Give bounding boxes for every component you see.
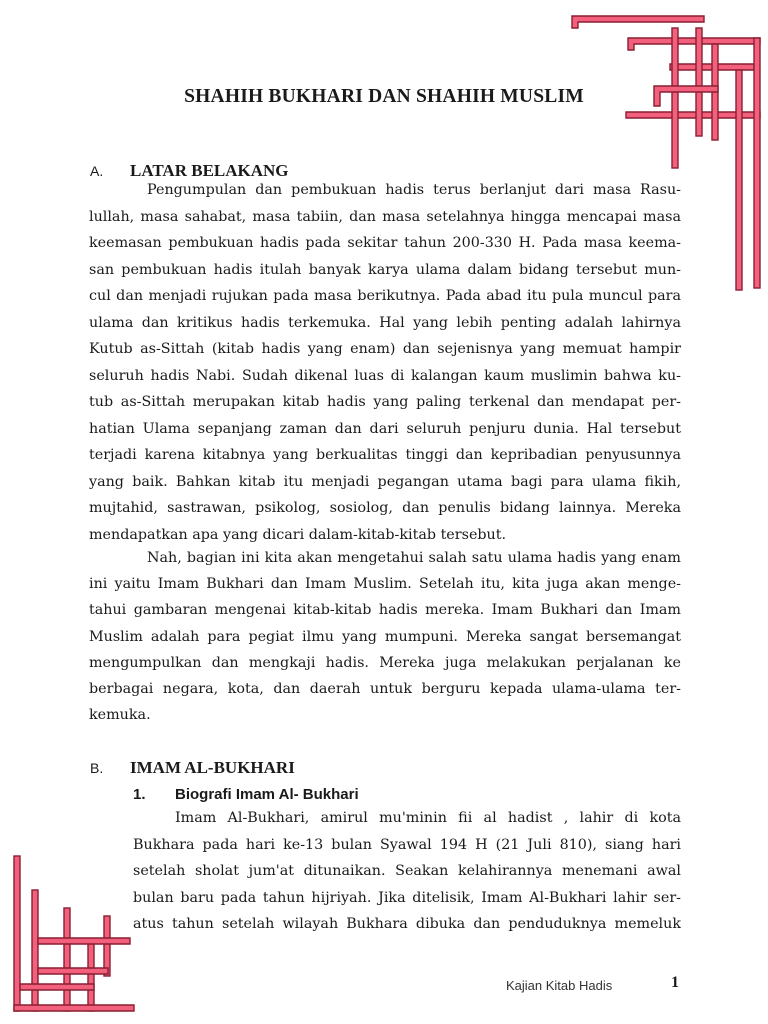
section-a-paragraph-1 xyxy=(89,177,681,548)
page-number: 1 xyxy=(671,974,679,991)
subsection-number: 1. xyxy=(133,786,146,803)
section-a-letter: A. xyxy=(90,163,104,179)
paragraph-line: mendapatkan apa yang dicari dalam-kitab-kitab tersebut. xyxy=(89,526,507,543)
paragraph-line: kemuka. xyxy=(89,707,151,724)
footer-title: Kajian Kitab Hadis xyxy=(506,978,613,993)
paragraph-line: atus tahun setelah wilayah Bukhara dibuka dan penduduknya memeluk xyxy=(133,916,681,932)
corner-ornament-bottom-left xyxy=(8,850,148,1020)
paragraph-line: seluruh hadis Nabi. Sudah dikenal luas di kalangan kaum muslimin bahwa ku- xyxy=(89,367,681,384)
paragraph-line: cul dan menjadi rujukan pada masa berikutnya. Pada abad itu pula muncul para xyxy=(89,288,681,304)
paragraph-line: ulama dan kritikus hadis terkemuka. Hal yang lebih penting adalah lahirnya xyxy=(89,314,681,331)
paragraph-line: tahui gambaran mengenai kitab-kitab hadis mereka. Imam Bukhari dan Imam xyxy=(89,602,681,619)
section-b-letter: B. xyxy=(90,760,104,776)
paragraph-line: terjadi karena kitabnya yang berkualitas tinggi dan kepribadian penyusunnya xyxy=(89,447,681,463)
paragraph-line: mujtahid, sastrawan, psikolog, sosiolog, dan penulis bidang lainnya. Mereka xyxy=(89,500,681,516)
subsection-title: Biografi Imam Al- Bukhari xyxy=(175,786,359,803)
paragraph-line: Imam Al-Bukhari, amirul mu'minin fii al hadist , lahir di kota xyxy=(175,810,681,826)
paragraph-line: hatian Ulama sepanjang zaman dan dari seluruh penjuru dunia. Hal tersebut xyxy=(89,420,681,437)
paragraph-line: setelah sholat jum'at ditunaikan. Seakan kelahirannya menemani awal xyxy=(133,863,681,879)
paragraph-line: tub as-Sittah merupakan kitab hadis yang paling terkenal dan mendapat per- xyxy=(89,394,681,410)
paragraph-line: berbagai negara, kota, dan daerah untuk berguru kepada ulama-ulama ter- xyxy=(89,680,681,697)
paragraph-line: keemasan pembukuan hadis pada sekitar tahun 200-330 H. Pada masa keema- xyxy=(89,235,681,251)
paragraph-line: bulan baru pada tahun hijriyah. Jika ditelisik, Imam Al-Bukhari lahir ser- xyxy=(133,889,681,906)
paragraph-line: lullah, masa sahabat, masa tabiin, dan masa setelahnya hingga mencapai masa xyxy=(89,208,681,225)
paragraph-line: ini yaitu Imam Bukhari dan Imam Muslim. Setelah itu, kita juga akan menge- xyxy=(89,576,681,593)
paragraph-line: Bukhara pada hari ke-13 bulan Syawal 194 H (21 Juli 810), siang hari xyxy=(133,836,681,853)
paragraph-line: Pengumpulan dan pembukuan hadis terus berlanjut dari masa Rasu- xyxy=(147,182,681,198)
paragraph-line: mengumpulkan dan mengkaji hadis. Mereka juga melakukan perjalanan ke xyxy=(89,654,681,671)
section-a-paragraph-2 xyxy=(89,545,681,728)
paragraph-line: san pembukuan hadis itulah banyak karya ulama dalam bidang tersebut mun- xyxy=(89,261,681,278)
paragraph-line: Nah, bagian ini kita akan mengetahui salah satu ulama hadis yang enam xyxy=(147,550,681,566)
document-title: SHAHIH BUKHARI DAN SHAHIH MUSLIM xyxy=(184,86,584,107)
paragraph-line: yang baik. Bahkan kitab itu menjadi pegangan utama bagi para ulama fikih, xyxy=(89,473,681,490)
section-b-title: IMAM AL-BUKHARI xyxy=(130,758,295,777)
paragraph-line: Muslim adalah para pegiat ilmu yang mumpuni. Mereka sangat bersemangat xyxy=(89,628,681,645)
subsection-1-paragraph xyxy=(133,805,681,938)
section-b-heading xyxy=(90,758,390,782)
section-a-title: LATAR BELAKANG xyxy=(130,161,289,180)
paragraph-line: Kutub as-Sittah (kitab hadis yang enam) dan sejenisnya yang memuat hampir xyxy=(89,341,681,357)
